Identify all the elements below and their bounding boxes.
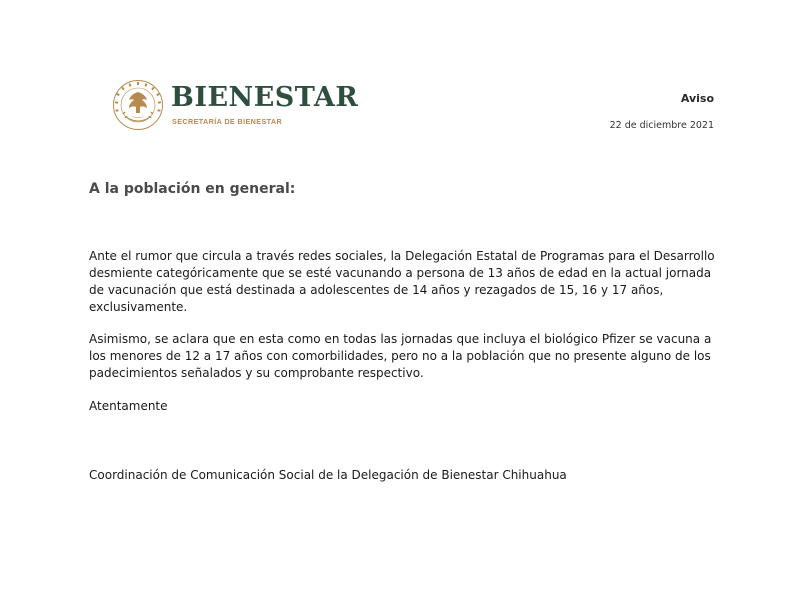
brand-subtitle: SECRETARÍA DE BIENESTAR	[172, 117, 283, 126]
bienestar-logo	[112, 76, 362, 138]
document-title: A la población en general:	[89, 181, 296, 197]
signature: Coordinación de Comunicación Social de la Delegación de Bienestar Chihuahua	[89, 468, 567, 482]
notice-type: Aviso	[680, 92, 714, 105]
paragraph-rumor-denial: Ante el rumor que circula a través redes sociales, la Delegación Estatal de Programas para el Desarrollo desmiente categóricamente que se esté vacunando a persona de 13 años de edad en la actual jornada de vacunación que está destinada a adolescentes de 14 años y rezagados de 15, 16 y 17 años, exclusivamente.	[89, 249, 715, 314]
paragraph-pfizer-clarification: Asimismo, se aclara que en esta como en todas las jornadas que incluya el biológico Pfizer se vacuna a los menores de 12 a 17 años con comorbilidades, pero no a la población que no presente alguno de los padecimientos señalados y su comprobante respectivo.	[89, 332, 712, 380]
notice-date: 22 de diciembre 2021	[609, 120, 714, 131]
mexican-coat-of-arms-seal-icon	[112, 79, 164, 131]
closing: Atentamente	[89, 399, 168, 413]
brand-name: BIENESTAR	[171, 82, 359, 113]
